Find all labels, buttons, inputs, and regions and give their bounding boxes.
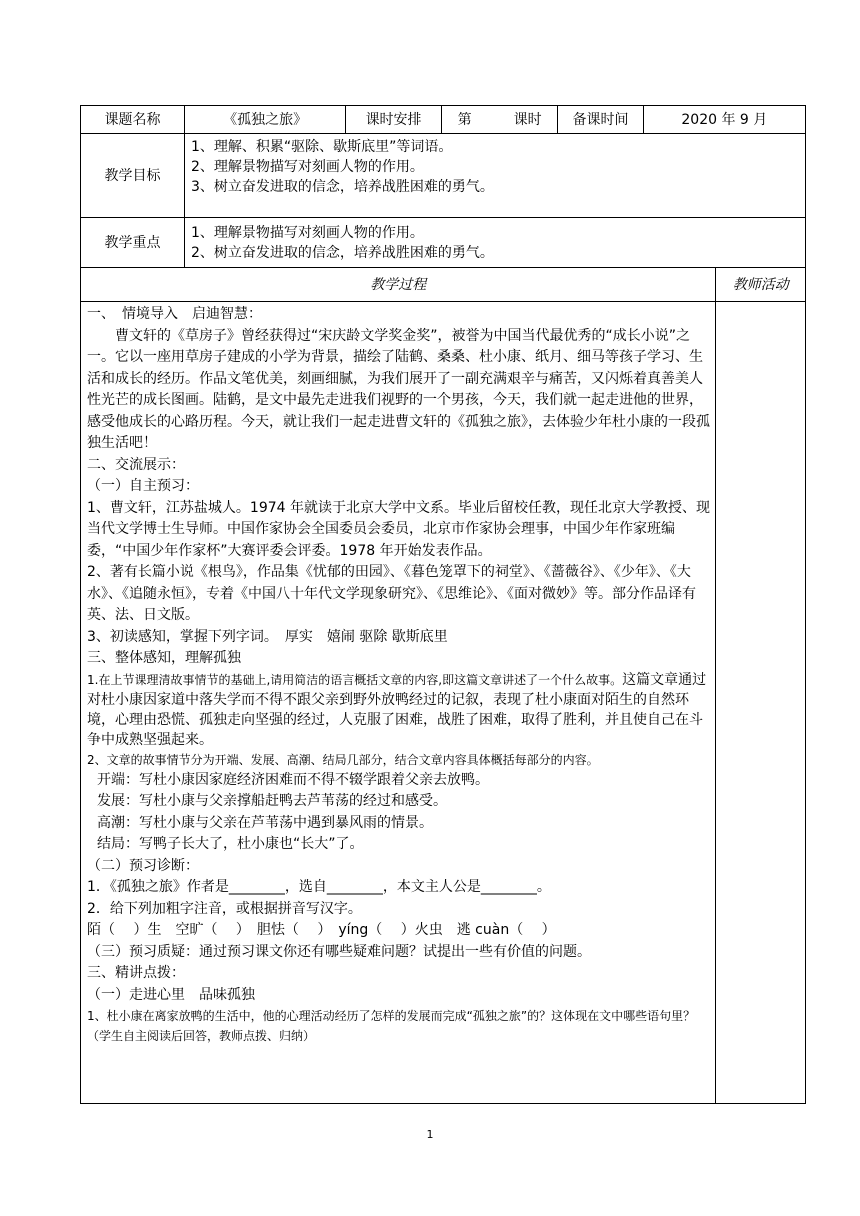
goals-list <box>185 134 806 218</box>
paragraph <box>87 670 711 750</box>
paragraph: 1、曹文轩，江苏盐城人。1974 年就读于北京大学中文系。毕业后留校任教，现任北京大学教授、现当代文学博士生导师。中国作家协会全国委员会委员，北京市作家协会理事，中国少年作家班编委，“中国少年作家杯”大赛评委会评委。1978 年开始发表作品。 <box>87 499 710 559</box>
subsection-heading: （一）自主预习： <box>87 478 199 494</box>
goal-item: 1、理解、积累“驱除、歇斯底里”等词语。 <box>191 139 453 155</box>
plot-item: 结局：写鸭子长大了，杜小康也“长大”了。 <box>97 836 364 852</box>
exercise-item: 2．给下列加粗字注音，或根据拼音写汉字。 <box>87 900 362 917</box>
focus-item: 1、理解景物描写对刻画人物的作用。 <box>191 224 424 241</box>
plot-item: 发展：写杜小康与父亲撑船赶鸭去芦苇荡的经过和感受。 <box>97 793 447 809</box>
goal-item: 2、理解景物描写对刻画人物的作用。 <box>191 159 424 175</box>
prep-time-value: 2020 年 9 月 <box>643 106 805 134</box>
question-text: 1.在上节课理清故事情节的基础上,请用简洁的语言概括文章的内容,即这篇文章讲述了一个什么故事。 <box>87 672 623 687</box>
paragraph: 曹文轩的《草房子》曾经获得过“宋庆龄文学奖金奖”，被誉为中国当代最优秀的“成长小说”之一。它以一座用草房子建成的小学为背景，描绘了陆鹤、桑桑、杜小康、纸月、细马等孩子学习、生活和成长的经历。作品文笔优美，刻画细腻，为我们展开了一副充满艰辛与痛苦，又闪烁着真善美人性光芒的成长图画。陆鹤，是文中最先走进我们视野的一个男孩，今天，我们就一起走进他的世界，感受他成长的心路历程。今天，就让我们一起走进曹文轩的《孤独之旅》，去体验少年杜小康的一段孤独生活吧！ <box>87 327 710 451</box>
focus-row <box>81 218 806 268</box>
subsection-heading: （一）走进心里 品味孤独 <box>87 986 255 1003</box>
prep-time-label: 备课时间 <box>558 106 643 134</box>
focus-label: 教学重点 <box>81 218 185 268</box>
process-header-row <box>81 268 806 302</box>
question-text: 1、杜小康在离家放鸭的生活中，他的心理活动经历了怎样的发展而完成“孤独之旅”的？这体现在文中哪些语句里？（学生自主阅读后回答，教师点拨、归纳） <box>87 1009 696 1043</box>
goal-item: 3、树立奋发进取的信念，培养战胜困难的勇气。 <box>191 179 494 195</box>
section-heading: 三、整体感知，理解孤独 <box>87 650 241 666</box>
section-heading: 三、精讲点拨： <box>87 965 185 981</box>
teacher-activity-cell <box>716 302 806 1104</box>
section-heading: 二、交流展示： <box>87 456 185 473</box>
question-text: 2、文章的故事情节分为开端、发展、高潮、结局几部分，结合文章内容具体概括每部分的内容。 <box>87 752 599 767</box>
lesson-plan-table <box>80 105 806 1104</box>
schedule-label: 课时安排 <box>346 106 442 134</box>
subsection-heading: （二）预习诊断： <box>87 857 199 874</box>
paragraph: 2、著有长篇小说《根鸟》，作品集《忧郁的田园》、《暮色笼罩下的祠堂》、《蔷薇谷》、《少年》、《大水》、《追随永恒》，专着《中国八十年代文学现象研究》、《思维论》、《面对微妙》等。部分作品译有英、法、日文版。 <box>87 564 696 623</box>
header-row <box>81 106 806 134</box>
topic-label: 课题名称 <box>81 106 185 134</box>
process-header: 教学过程 <box>81 268 716 302</box>
paragraph: 3、初读感知，掌握下列字词。 厚实 嬉闹 驱除 歇斯底里 <box>87 628 448 645</box>
focus-list <box>185 218 806 268</box>
plot-item: 高潮：写杜小康与父亲在芦苇荡中遇到暴风雨的情景。 <box>97 814 433 831</box>
process-content <box>81 302 716 1104</box>
topic-value: 《孤独之旅》 <box>185 106 346 134</box>
goals-label: 教学目标 <box>81 134 185 218</box>
goals-row <box>81 134 806 218</box>
exercise-item: 陌（ ）生 空旷（ ） 胆怯（ ） yíng（ ）火虫 逃 cuàn（ ） <box>87 922 556 938</box>
teacher-activity-header: 教师活动 <box>716 268 806 302</box>
exercise-item: 1．《孤独之旅》作者是________，选自________，本文主人公是________。 <box>87 879 551 895</box>
answer-text: 这篇文章通过对杜小康因家道中落失学而不得不跟父亲到野外放鸭经过的记叙，表现了杜小康面对陌生的自然环境，心理由恐慌、孤独走向坚强的经过，人克服了困难，战胜了困难，取得了胜利，并且使自己在斗争中成熟坚强起来。 <box>87 671 707 748</box>
lesson-number: 第 课时 <box>441 106 557 134</box>
plot-item: 开端：写杜小康因家庭经济困难而不得不辍学跟着父亲去放鸭。 <box>97 771 489 788</box>
page-number: 1 <box>426 1128 434 1141</box>
process-body-row <box>81 302 806 1104</box>
subsection-heading: （三）预习质疑：通过预习课文你还有哪些疑难问题？试提出一些有价值的问题。 <box>87 943 591 960</box>
section-heading: 一、 情境导入 启迪智慧： <box>87 306 262 322</box>
focus-item: 2、树立奋发进取的信念，培养战胜困难的勇气。 <box>191 244 494 261</box>
